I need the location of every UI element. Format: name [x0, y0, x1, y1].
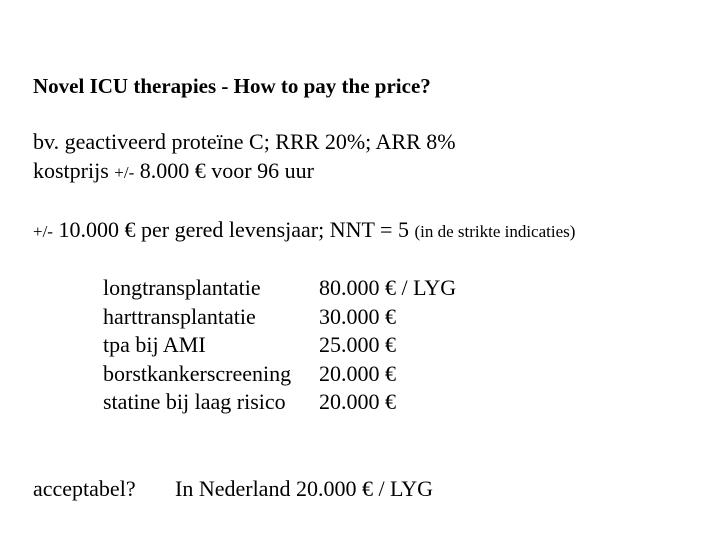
- therapy-name: longtransplantatie: [103, 275, 261, 301]
- therapy-cost: 25.000 €: [319, 332, 396, 358]
- slide-title: Novel ICU therapies - How to pay the price?: [33, 74, 431, 98]
- plus-minus-symbol: +/-: [33, 222, 53, 241]
- cost-per-life-year-text: 10.000 € per gered levensjaar; NNT = 5: [52, 217, 415, 242]
- cost-per-life-year-line: [33, 219, 575, 241]
- therapy-name: tpa bij AMI: [103, 332, 206, 358]
- therapy-cost: 20.000 €: [319, 389, 396, 415]
- cost-label: kostprijs: [33, 158, 115, 183]
- table-row: [103, 331, 456, 360]
- netherlands-threshold: In Nederland 20.000 € / LYG: [175, 476, 434, 501]
- indication-note: (in de strikte indicaties): [414, 222, 576, 241]
- therapy-name: statine bij laag risico: [103, 389, 286, 415]
- plus-minus-symbol: +/-: [114, 163, 135, 182]
- table-row: [103, 274, 456, 303]
- therapy-cost: 20.000 €: [319, 360, 396, 386]
- therapy-name: harttransplantatie: [103, 303, 256, 329]
- example-line-1: bv. geactiveerd proteïne C; RRR 20%; ARR 8%: [33, 129, 456, 154]
- cost-value: 8.000 € voor 96 uur: [134, 158, 314, 183]
- therapy-name: borstkankerscreening: [103, 360, 292, 386]
- table-row: [103, 388, 456, 417]
- example-line-2: [33, 160, 314, 182]
- table-row: [103, 360, 456, 389]
- comparison-table: [103, 274, 456, 417]
- acceptable-question: acceptabel?: [33, 476, 136, 501]
- therapy-cost: 80.000 € / LYG: [319, 275, 457, 301]
- table-row: [103, 303, 456, 332]
- therapy-cost: 30.000 €: [319, 303, 396, 329]
